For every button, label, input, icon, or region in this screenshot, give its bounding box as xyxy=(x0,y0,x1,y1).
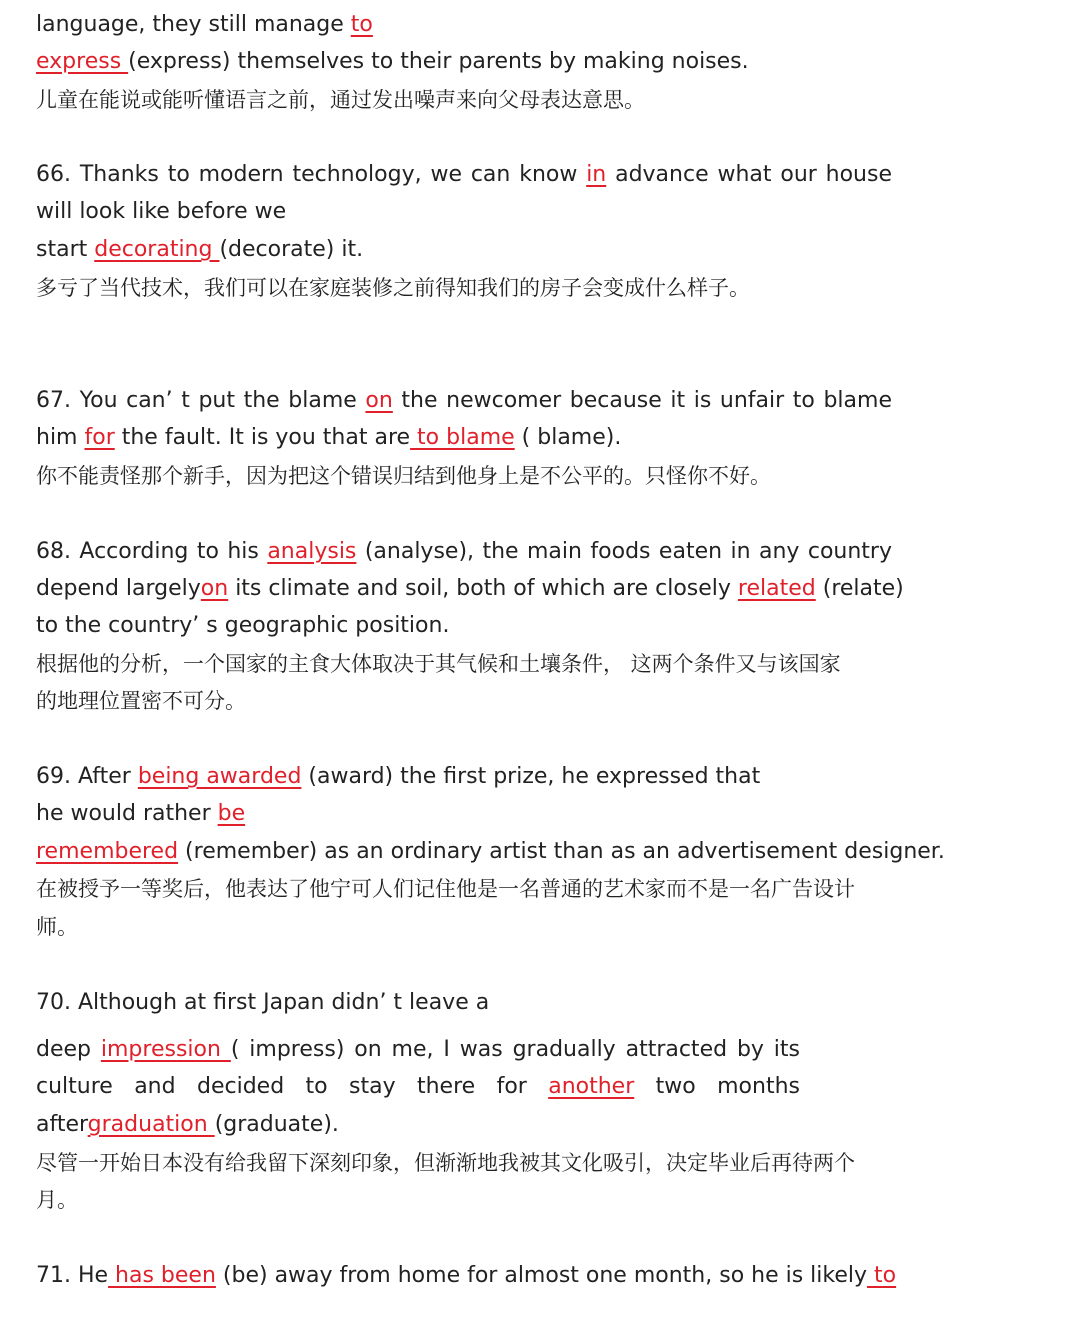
english-line xyxy=(36,837,945,867)
english-line xyxy=(36,1035,800,1065)
chinese-translation: 根据他的分析，一个国家的主食大体取决于其气候和土壤条件， 这两个条件又与该国家 xyxy=(36,652,841,676)
chinese-translation: 月。 xyxy=(36,1188,78,1212)
answer-text: to xyxy=(867,1263,897,1288)
sentence-text: (award) the first prize, he expressed that xyxy=(301,764,761,789)
answer-text: being awarded xyxy=(137,764,302,789)
answer-text: decorating xyxy=(94,237,220,262)
english-line xyxy=(36,611,449,641)
chinese-translation: 多亏了当代技术，我们可以在家庭装修之前得知我们的房子会变成什么样子。 xyxy=(36,276,750,300)
sentence-text: language, they still manage xyxy=(36,12,351,37)
sentence-text: the newcomer because it is unfair to blame xyxy=(392,388,892,413)
sentence-text: two months xyxy=(634,1074,800,1099)
answer-text: in xyxy=(586,162,607,187)
answer-text: to blame xyxy=(410,425,515,450)
answer-text: to xyxy=(350,12,373,37)
sentence-text: to the country’ s geographic position. xyxy=(36,613,450,638)
chinese-translation: 在被授予一等奖后，他表达了他宁可人们记住他是一名普通的艺术家而不是一名广告设计 xyxy=(36,877,855,901)
english-line xyxy=(36,423,621,453)
sentence-text: ( impress) on me, I was gradually attracted by its xyxy=(230,1037,801,1062)
sentence-text: will look like before we xyxy=(36,199,287,224)
sentence-text: (relate) xyxy=(815,576,904,601)
english-line xyxy=(36,1072,800,1102)
sentence-text: its climate and soil, both of which are closely xyxy=(228,576,738,601)
answer-text: on xyxy=(365,388,393,413)
chinese-translation: 尽管一开始日本没有给我留下深刻印象，但渐渐地我被其文化吸引，决定毕业后再待两个 xyxy=(36,1151,855,1175)
sentence-text: he would rather xyxy=(36,801,218,826)
sentence-text: 67. You can’ t put the blame xyxy=(36,388,366,413)
english-line xyxy=(36,537,892,567)
answer-text: on xyxy=(200,576,229,601)
sentence-text: ( blame). xyxy=(514,425,622,450)
chinese-translation: 师。 xyxy=(36,915,78,939)
answer-text: impression xyxy=(100,1037,231,1062)
english-line xyxy=(36,47,749,77)
sentence-text: (be) away from home for almost one month, so he is likely xyxy=(215,1263,868,1288)
sentence-text: 71. He xyxy=(36,1263,109,1288)
sentence-text: 70. Although at first Japan didn’ t leave a xyxy=(36,990,490,1015)
sentence-text: (remember) as an ordinary artist than as an advertisement designer. xyxy=(178,839,945,864)
answer-text: be xyxy=(217,801,246,826)
chinese-translation: 的地理位置密不可分。 xyxy=(36,689,246,713)
sentence-text: the fault. It is you that are xyxy=(114,425,411,450)
answer-text: for xyxy=(84,425,115,450)
sentence-text: 69. After xyxy=(36,764,138,789)
english-line xyxy=(36,1110,339,1140)
answer-text: analysis xyxy=(267,539,357,564)
answer-text: another xyxy=(548,1074,635,1099)
sentence-text: 68. According to his xyxy=(36,539,268,564)
answer-text: related xyxy=(737,576,816,601)
sentence-text: deep xyxy=(36,1037,101,1062)
sentence-text: depend largely xyxy=(36,576,201,601)
sentence-text: start xyxy=(36,237,95,262)
english-line xyxy=(36,1261,897,1291)
english-line xyxy=(36,762,760,792)
answer-text: has been xyxy=(108,1263,216,1288)
english-line xyxy=(36,574,904,604)
sentence-text: (analyse), the main foods eaten in any country xyxy=(356,539,893,564)
sentence-text: 66. Thanks to modern technology, we can know xyxy=(36,162,587,187)
chinese-translation: 儿童在能说或能听懂语言之前，通过发出噪声来向父母表达意思。 xyxy=(36,88,645,112)
sentence-text: advance what our house xyxy=(606,162,892,187)
sentence-text: him xyxy=(36,425,85,450)
english-line xyxy=(36,799,245,829)
chinese-translation: 你不能责怪那个新手，因为把这个错误归结到他身上是不公平的。只怪你不好。 xyxy=(36,464,771,488)
english-line xyxy=(36,160,892,190)
english-line xyxy=(36,386,892,416)
sentence-text: (graduate). xyxy=(214,1112,339,1137)
english-line xyxy=(36,235,363,265)
sentence-text: after xyxy=(36,1112,88,1137)
sentence-text: (decorate) it. xyxy=(219,237,364,262)
english-line xyxy=(36,197,286,227)
answer-text: express xyxy=(36,49,129,74)
english-line xyxy=(36,10,373,40)
answer-text: remembered xyxy=(36,839,179,864)
answer-text: graduation xyxy=(87,1112,215,1137)
english-line xyxy=(36,988,489,1018)
sentence-text: (express) themselves to their parents by making noises. xyxy=(128,49,749,74)
sentence-text: culture and decided to stay there for xyxy=(36,1074,549,1099)
